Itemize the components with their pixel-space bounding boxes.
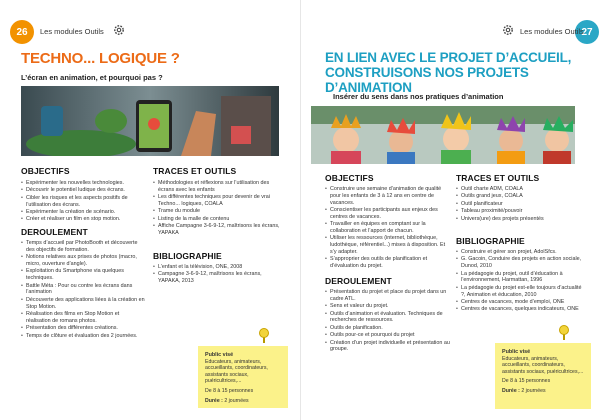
list-item: • La pédagogie du projet, outil d’éducation à l’environnement, Harmattan, 1996 bbox=[456, 271, 586, 285]
public-label: Public visé bbox=[502, 349, 531, 355]
list-item: • Construire une semaine d’animation de qualité pour les enfants de 3 à 12 ans en centre de vacances. bbox=[325, 186, 451, 206]
list-item: • Réalisation des films en Stop Motion et réalisation de romans photos. bbox=[21, 311, 145, 325]
page-header: Les modules Outils bbox=[520, 27, 584, 36]
pushpin-icon bbox=[259, 328, 269, 338]
list-item: • Utiliser les ressources (internet, bibliothèque, ludothèque, référentiel...) mises à disposition. Et s’y adapter. bbox=[325, 235, 451, 255]
list-item: • Découvrir le potentiel ludique des écrans. bbox=[21, 187, 145, 194]
list-item: • Temps d’accueil par PhotoBooth et découverte des objectifs de formation. bbox=[21, 240, 145, 254]
list-item: • Outil planificateur bbox=[456, 201, 586, 208]
objectifs-list bbox=[325, 186, 451, 271]
pushpin-icon bbox=[559, 325, 569, 335]
public-text: Educateurs, animateurs, accueillants, coordinateurs, assistants sociaux, puéricultrices,... bbox=[502, 355, 584, 375]
list-item: • Travailler en équipes en comptant sur la collaboration et l’apport de chacun. bbox=[325, 221, 451, 235]
children-photo bbox=[311, 106, 575, 164]
list-item: • Expérimenter les nouvelles technologies. bbox=[21, 180, 145, 187]
list-item: • La pédagogie du projet est-elle toujours d’actualité ?, Animation et éducation, 2010 bbox=[456, 285, 586, 299]
objectifs-heading: OBJECTIFS bbox=[325, 173, 374, 183]
list-item: • Centres de vacances, mode d’emploi, ONE bbox=[456, 299, 586, 306]
deroulement-list bbox=[325, 289, 451, 354]
list-item: • Construire et gérer son projet, AdolSfcs. bbox=[456, 249, 586, 256]
list-item: • L’enfant et la télévision, ONE, 2008 bbox=[153, 264, 281, 271]
list-item: • G. Gacoin, Conduire des projets en action sociale, Dunod, 2010 bbox=[456, 256, 586, 270]
list-item: • Méthodologies et réflexions sur l’utilisation des écrans avec les enfants bbox=[153, 180, 281, 194]
page-header: Les modules Outils bbox=[40, 27, 104, 36]
list-item: • Campagne 3-6-9-12, maîtrisons les écrans, YAPAKA, 2013 bbox=[153, 271, 281, 285]
bibliographie-heading: BIBLIOGRAPHIE bbox=[456, 236, 525, 246]
page-number: 26 bbox=[10, 20, 34, 44]
stop-motion-photo bbox=[21, 86, 279, 156]
page-title: TECHNO... LOGIQUE ? bbox=[21, 50, 180, 67]
duration: Durée : 2 journées bbox=[205, 397, 249, 404]
public-label: Public visé bbox=[205, 352, 234, 358]
public-text: Educateurs, animateurs, accueillants, coordinateurs, assistants sociaux, puéricultrices,... bbox=[205, 358, 268, 385]
list-item: • Outil charte ADM, COALA bbox=[456, 186, 586, 193]
list-item: • Sens et valeur du projet. bbox=[325, 303, 451, 310]
list-item: • Créer et réaliser un film en stop motion. bbox=[21, 216, 145, 223]
list-item: • Listing de la malle de contenu bbox=[153, 216, 281, 223]
right-page bbox=[300, 0, 600, 420]
traces-list bbox=[456, 186, 586, 223]
list-item: • Expérimenter la création de scénario. bbox=[21, 209, 145, 216]
bibliographie-heading: BIBLIOGRAPHIE bbox=[153, 251, 222, 261]
list-item: • Notions relatives aux prises de photos (macro, micro, ouverture d’angle). bbox=[21, 254, 145, 268]
list-item: • Les différentes techniques pour devenir de vrai Techno... logiques, COALA bbox=[153, 194, 281, 208]
list-item: • Tableau proximité/pouvoir bbox=[456, 208, 586, 215]
list-item: • Cibler les risques et les aspects positifs de l’utilisation des écrans. bbox=[21, 195, 145, 209]
deroulement-heading: DEROULEMENT bbox=[21, 227, 88, 237]
deroulement-list bbox=[21, 240, 145, 340]
list-item: • Outils de planification. bbox=[325, 325, 451, 332]
list-item: • Création d’un projet individuelle et présentation au groupe. bbox=[325, 340, 451, 354]
bibliographie-list bbox=[456, 249, 586, 314]
postit-note bbox=[495, 343, 591, 409]
traces-heading: TRACES ET OUTILS bbox=[456, 173, 540, 183]
list-item: • Présentation du projet et place du projet dans un cadre ATL. bbox=[325, 289, 451, 303]
list-item: • Battle Méta : Pour ou contre les écrans dans l’animation bbox=[21, 283, 145, 297]
objectifs-list bbox=[21, 180, 145, 224]
page-number: 27 bbox=[575, 20, 599, 44]
list-item: • Trame du module bbox=[153, 208, 281, 215]
deroulement-heading: DEROULEMENT bbox=[325, 276, 392, 286]
list-item: • Exploitation du Smartphone via quelques techniques. bbox=[21, 268, 145, 282]
list-item: • Outils grand jeux, COALA bbox=[456, 193, 586, 200]
list-item: • Centres de vacances, quelques indicateurs, ONE bbox=[456, 306, 586, 313]
bibliographie-list bbox=[153, 264, 281, 286]
list-item: • Univers(ure) des projets présentés bbox=[456, 216, 586, 223]
list-item: • Outils d’animation et évaluation. Techniques de recherches de ressources. bbox=[325, 311, 451, 325]
list-item: • S’approprier des outils de planification et d’évaluation du projet. bbox=[325, 256, 451, 270]
group-size: De 8 à 15 personnes bbox=[502, 378, 551, 385]
postit-note bbox=[198, 346, 288, 408]
list-item: • Découverte des applications liées à la création en Stop Motion. bbox=[21, 297, 145, 311]
objectifs-heading: OBJECTIFS bbox=[21, 166, 70, 176]
list-item: • Outils pour-ce et pourquoi du projet bbox=[325, 332, 451, 339]
traces-list bbox=[153, 180, 281, 237]
duration: Durée : 2 journées bbox=[502, 387, 546, 394]
gear-icon bbox=[501, 23, 515, 37]
list-item: • Conscientiser les participants aux enjeux des centres de vacances. bbox=[325, 207, 451, 221]
list-item: • Affiche Campagne 3-6-9-12, maîtrisons les écrans, YAPAKA bbox=[153, 223, 281, 237]
group-size: De 8 à 15 personnes bbox=[205, 387, 254, 394]
page-subtitle: L’écran en animation, et pourquoi pas ? bbox=[21, 73, 163, 82]
list-item: • Temps de clôture et évaluation des 2 journées. bbox=[21, 333, 145, 340]
page-title: EN LIEN AVEC LE PROJET D’ACCUEIL, CONSTRUISONS NOS PROJETS D’ANIMATION bbox=[325, 50, 572, 95]
traces-heading: TRACES ET OUTILS bbox=[153, 166, 237, 176]
list-item: • Présentation des différentes créations. bbox=[21, 325, 145, 332]
page-subtitle: Insérer du sens dans nos pratiques d’animation bbox=[333, 92, 504, 101]
gear-icon bbox=[112, 23, 126, 37]
